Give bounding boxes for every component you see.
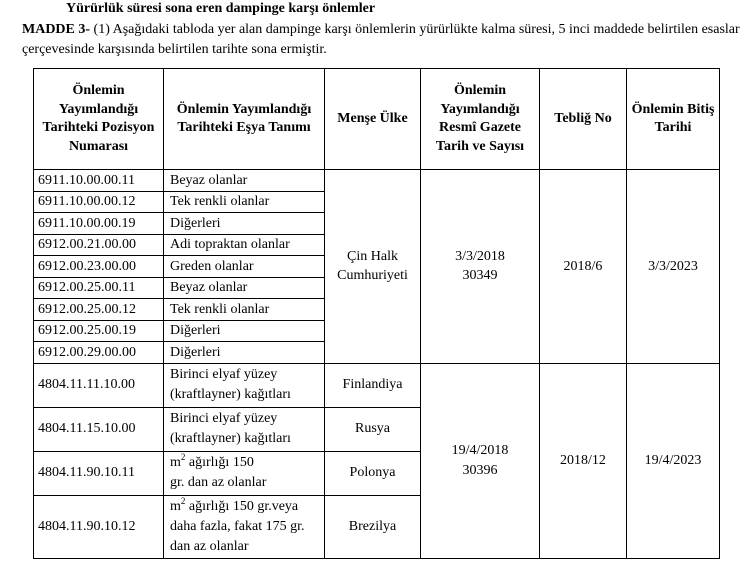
country-line: Cumhuriyeti — [337, 268, 408, 284]
description-line: Birinci elyaf yüzey — [170, 367, 278, 382]
end-date-cell: 3/3/2023 — [627, 170, 720, 364]
position-number-cell: 6911.10.00.00.19 — [34, 213, 164, 235]
country-line: Çin Halk — [347, 248, 398, 264]
end-date-cell: 19/4/2023 — [627, 363, 720, 558]
gazette-date: 3/3/2018 — [455, 248, 505, 264]
position-number-cell: 6911.10.00.00.12 — [34, 191, 164, 213]
description-line — [170, 453, 320, 473]
position-number-cell: 4804.11.11.10.00 — [34, 363, 164, 407]
origin-country-cell — [325, 170, 421, 364]
header-gazette-date-number: Önlemin Yayımlandığı Resmî Gazete Tarih ve Sayısı — [421, 69, 540, 170]
gazette-number: 30396 — [462, 462, 498, 478]
description-line: daha fazla, fakat 175 gr. — [170, 518, 305, 534]
table-row — [34, 170, 720, 192]
description-line: (kraftlayner) kağıtları — [170, 431, 291, 446]
description-line: Birinci elyaf yüzey — [170, 411, 278, 426]
position-number-cell: 6912.00.25.00.11 — [34, 277, 164, 299]
header-position-number: Önlemin Yayımlandığı Tarihteki Pozisyon Numarası — [34, 69, 164, 170]
goods-description-cell — [164, 407, 325, 451]
goods-description-cell: Diğerleri — [164, 213, 325, 235]
header-communique-number: Tebliğ No — [540, 69, 627, 170]
article-label: MADDE 3- — [22, 22, 91, 37]
position-number-cell: 4804.11.90.10.11 — [34, 451, 164, 495]
goods-description-cell — [164, 495, 325, 558]
description-text: ağırlığı 150 — [185, 455, 254, 470]
table-header-row — [34, 69, 720, 170]
description-text: ağırlığı 150 gr.veya — [185, 498, 299, 514]
section-heading: Yürürlük süresi sona eren dampinge karşı önlemler — [66, 1, 376, 16]
gazette-number: 30349 — [462, 268, 498, 284]
communique-cell: 2018/6 — [540, 170, 627, 364]
origin-country-cell: Finlandiya — [325, 363, 421, 407]
table-row — [34, 363, 720, 407]
article-paragraph — [22, 20, 747, 60]
header-end-date: Önlemin Bitiş Tarihi — [627, 69, 720, 170]
origin-country-cell: Rusya — [325, 407, 421, 451]
goods-description-cell: Adi topraktan olanlar — [164, 234, 325, 256]
unit-m: m — [170, 455, 181, 470]
communique-cell: 2018/12 — [540, 363, 627, 558]
description-line: dan az olanlar — [170, 538, 249, 554]
position-number-cell: 6912.00.29.00.00 — [34, 342, 164, 364]
article-text: (1) Aşağıdaki tabloda yer alan dampinge karşı önlemlerin yürürlükte kalma süresi, 5 inci maddede belirtilen esaslar çerçevesinde karşısında belirtilen tarihte sona ermiştir. — [22, 22, 740, 57]
position-number-cell: 6912.00.21.00.00 — [34, 234, 164, 256]
goods-description-cell: Tek renkli olanlar — [164, 191, 325, 213]
unit-superscript: 2 — [180, 452, 186, 462]
position-number-cell: 4804.11.90.10.12 — [34, 495, 164, 558]
goods-description-cell — [164, 451, 325, 495]
position-number-cell: 6912.00.25.00.12 — [34, 299, 164, 321]
gazette-date: 19/4/2018 — [451, 443, 509, 458]
description-line — [170, 497, 320, 517]
anti-dumping-measures-table — [33, 68, 720, 559]
description-line: (kraftlayner) kağıtları — [170, 387, 291, 402]
gazette-cell — [421, 170, 540, 364]
position-number-cell: 6912.00.25.00.19 — [34, 320, 164, 342]
origin-country-cell: Polonya — [325, 451, 421, 495]
goods-description-cell: Beyaz olanlar — [164, 170, 325, 192]
unit-m: m — [170, 498, 181, 514]
goods-description-cell: Greden olanlar — [164, 256, 325, 278]
header-goods-description: Önlemin Yayımlandığı Tarihteki Eşya Tanımı — [164, 69, 325, 170]
position-number-cell: 6912.00.23.00.00 — [34, 256, 164, 278]
position-number-cell: 4804.11.15.10.00 — [34, 407, 164, 451]
goods-description-cell: Beyaz olanlar — [164, 277, 325, 299]
goods-description-cell: Diğerleri — [164, 320, 325, 342]
goods-description-cell — [164, 363, 325, 407]
header-origin-country: Menşe Ülke — [325, 69, 421, 170]
origin-country-cell: Brezilya — [325, 495, 421, 558]
description-line: gr. dan az olanlar — [170, 475, 267, 490]
unit-superscript: 2 — [180, 495, 186, 506]
goods-description-cell: Diğerleri — [164, 342, 325, 364]
goods-description-cell: Tek renkli olanlar — [164, 299, 325, 321]
position-number-cell: 6911.10.00.00.11 — [34, 170, 164, 192]
gazette-cell — [421, 363, 540, 558]
